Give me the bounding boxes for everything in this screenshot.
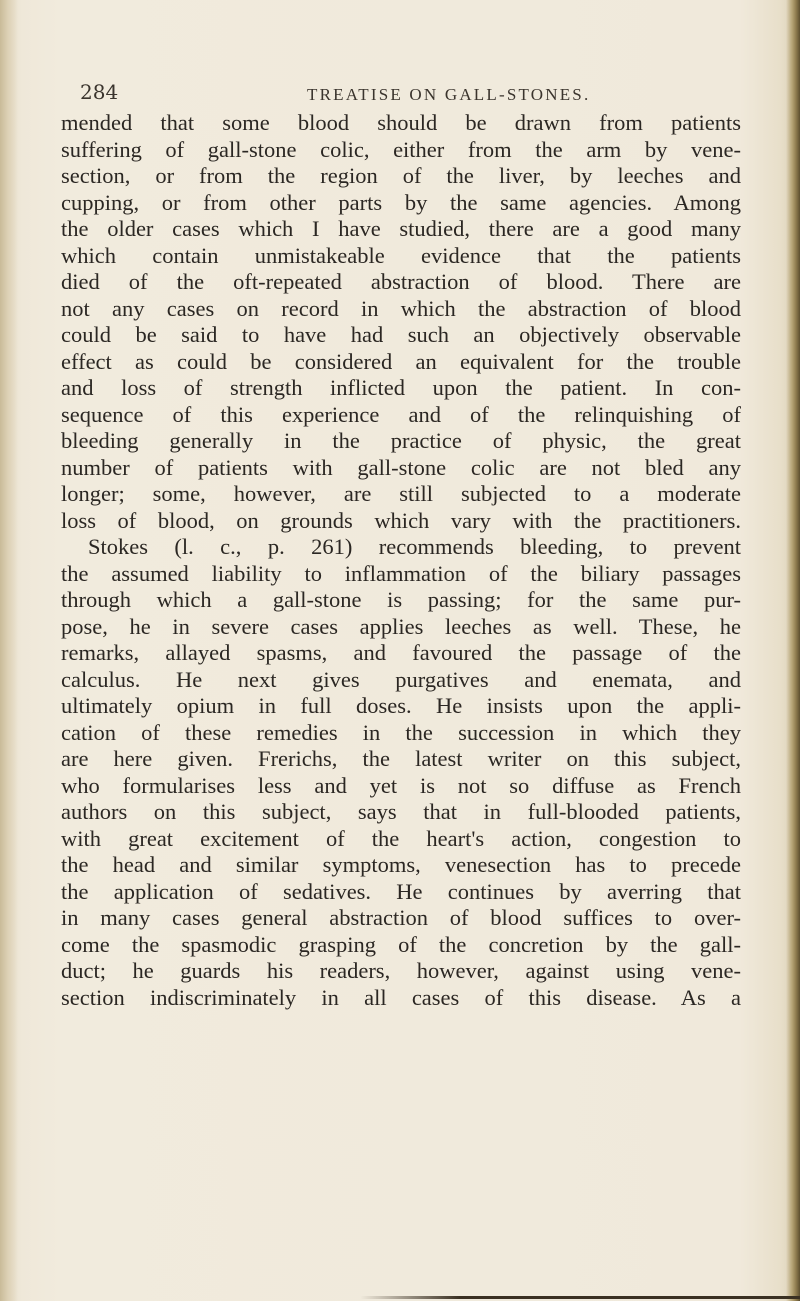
text-line: the assumed liability to inflammation of the biliary passages <box>61 560 741 586</box>
text-line: with great excitement of the heart's action, congestion to <box>61 825 741 851</box>
text-line: died of the oft-repeated abstraction of blood. There are <box>61 269 741 294</box>
text-line: in many cases general abstraction of blood suffices to over- <box>61 905 741 930</box>
text-line: mended that some blood should be drawn from patients <box>61 110 741 135</box>
text-line: number of patients with gall-stone colic are not bled any <box>61 454 741 480</box>
text-line: suffering of gall-stone colic, either from the arm by vene- <box>61 136 741 162</box>
page-number: 284 <box>80 80 119 104</box>
text-line: cupping, or from other parts by the same agencies. Among <box>61 189 741 215</box>
text-line: Stokes (l. c., p. 261) recommends bleeding, to prevent <box>88 534 741 559</box>
text-line: pose, he in severe cases applies leeches as well. These, he <box>61 613 741 639</box>
text-line: through which a gall-stone is passing; for the same pur- <box>61 587 741 612</box>
text-line: longer; some, however, are still subjected to a moderate <box>61 481 741 506</box>
text-line: and loss of strength inflicted upon the patient. In con- <box>61 375 741 400</box>
text-line: section, or from the region of the liver, by leeches and <box>61 163 741 188</box>
text-line: duct; he guards his readers, however, against using vene- <box>61 958 741 983</box>
text-line: the head and similar symptoms, venesection has to precede <box>61 852 741 877</box>
page-right-edge <box>786 0 800 1301</box>
page-left-edge <box>0 0 18 1301</box>
text-line: calculus. He next gives purgatives and enemata, and <box>61 666 741 692</box>
running-head: TREATISE ON GALL-STONES. <box>307 85 591 104</box>
text-line: the application of sedatives. He continues by averring that <box>61 878 741 904</box>
text-line: remarks, allayed spasms, and favoured the passage of the <box>61 640 741 665</box>
text-line: loss of blood, on grounds which vary with the practitioners. <box>61 507 741 533</box>
text-line: section indiscriminately in all cases of this disease. As a <box>61 984 741 1010</box>
body-text <box>61 110 741 1011</box>
page-header <box>80 80 780 110</box>
text-line: sequence of this experience and of the relinquishing of <box>61 401 741 427</box>
text-line: who formularises less and yet is not so diffuse as French <box>61 772 741 798</box>
text-line: could be said to have had such an objectively observable <box>61 322 741 347</box>
text-line: which contain unmistakeable evidence that the patients <box>61 242 741 268</box>
text-line: are here given. Frerichs, the latest writer on this subject, <box>61 746 741 771</box>
text-line: the older cases which I have studied, there are a good many <box>61 216 741 241</box>
text-line: not any cases on record in which the abstraction of blood <box>61 295 741 321</box>
text-line: authors on this subject, says that in full-blooded patients, <box>61 799 741 824</box>
text-line: bleeding generally in the practice of physic, the great <box>61 428 741 453</box>
page-bottom-edge <box>360 1296 800 1299</box>
text-line: ultimately opium in full doses. He insists upon the appli- <box>61 693 741 718</box>
text-line: come the spasmodic grasping of the concretion by the gall- <box>61 931 741 957</box>
text-line: cation of these remedies in the succession in which they <box>61 719 741 745</box>
text-line: effect as could be considered an equivalent for the trouble <box>61 348 741 374</box>
